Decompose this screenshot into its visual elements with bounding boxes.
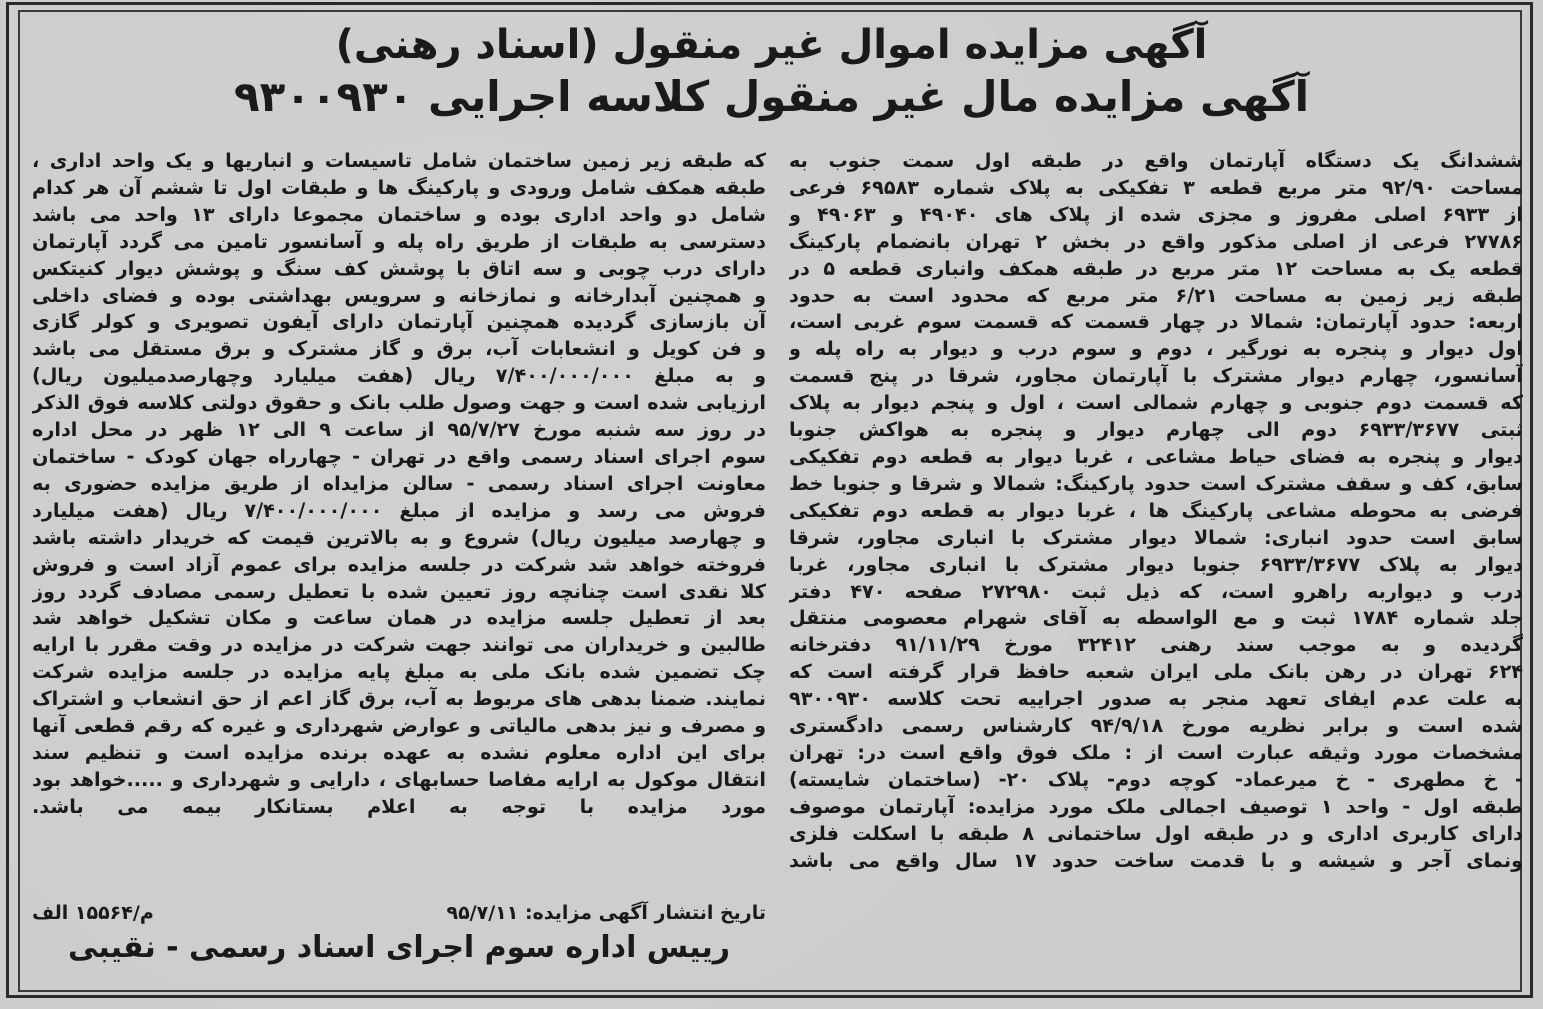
- headline-secondary: آگهی مزایده مال غیر منقول کلاسه اجرایی ۹۳۰۰۹۳۰: [233, 72, 1310, 121]
- body-line: قطعه یک به مساحت ۱۲ متر مربع در طبقه همکف وانباری قطعه ۵ در: [789, 256, 1523, 280]
- body-line: ۶۲۴ تهران در رهن بانک ملی ایران شعبه حافظ قرار گرفته است که: [789, 660, 1523, 684]
- publish-date: تاریخ انتشار آگهی مزایده: ۹۵/۷/۱۱: [446, 902, 766, 924]
- signature-line: رییس اداره سوم اجرای اسناد رسمی - نقیبی: [68, 930, 730, 965]
- body-line: به علت عدم ایفای تعهد منجر به صدور اجراییه تحت کلاسه ۹۳۰۰۹۳۰: [789, 687, 1523, 711]
- body-line: درب و دیواربه راهرو است، که ذیل ثبت ۲۷۲۹۸۰ صفحه ۴۷۰ دفتر: [789, 579, 1523, 603]
- body-line: فرضی به محوطه مشاعی پارکینگ ها ، غربا دیوار به قطعه دوم تفکیکی: [789, 498, 1523, 522]
- body-line: طبقه اول - واحد ۱ توصیف اجمالی ملک مورد مزایده: آپارتمان موصوف: [789, 794, 1523, 818]
- body-line: دیوار به پلاک ۶۹۳۳/۳۶۷۷ جنوبا دیوار مشترک با انباری مجاور، غربا: [789, 552, 1523, 576]
- body-line: دیوار و پنجره به فضای حیاط مشاعی ، غربا دیوار به قطعه دوم تفکیکی: [789, 444, 1523, 468]
- body-line: مساحت ۹۲/۹۰ متر مربع قطعه ۳ تفکیکی به پلاک شماره ۶۹۵۸۳ فرعی: [789, 175, 1523, 199]
- body-line: مورد مزایده با توجه به اعلام بستانکار بیمه می باشد.: [32, 794, 766, 818]
- body-line: و همچنین آبدارخانه و نمازخانه و سرویس بهداشتی بوده و فضای داخلی: [32, 283, 766, 307]
- body-line: اربعه: حدود آپارتمان: شمالا در چهار قسمت که قسمت سوم غربی است،: [789, 310, 1523, 334]
- body-line: که قسمت دوم جنوبی و چهارم شمالی است ، اول و پنجم دیوار به پلاک: [789, 391, 1523, 415]
- body-line: معاونت اجرای اسناد رسمی - سالن مزایداه از طریق مزایده حضوری به: [32, 471, 766, 495]
- body-line: سوم اجرای اسناد رسمی واقع در تهران - چهارراه جهان کودک - ساختمان: [32, 444, 766, 468]
- body-line: ششدانگ یک دستگاه آپارتمان واقع در طبقه اول سمت جنوب به: [789, 149, 1523, 172]
- body-line: دسترسی به طبقات از طریق راه پله و آسانسور تامین می گردد آپارتمان: [32, 229, 766, 253]
- body-line: و فن کویل و انشعابات آب، برق و گاز مشترک و برق مستقل می باشد: [32, 337, 766, 361]
- body-line: از ۶۹۳۳ اصلی مفروز و مجزی شده از پلاک های ۴۹۰۴۰ و ۴۹۰۶۳ و: [789, 202, 1523, 226]
- body-line: فروش می رسد و مزایده از مبلغ ۷/۴۰۰/۰۰۰/۰۰۰ ریال (هفت میلیارد: [32, 498, 766, 522]
- body-line: ونمای آجر و شیشه و با قدمت ساخت حدود ۱۷ سال واقع می باشد: [789, 848, 1523, 872]
- body-line: طبقه زیر زمین به مساحت ۶/۲۱ متر مربع که محدود است به حدود: [789, 283, 1523, 307]
- body-line: - خ مطهری - خ میرعماد- کوچه دوم- پلاک ۲۰- (ساختمان شایسته): [789, 767, 1523, 791]
- body-line: طبقه همکف شامل ورودی و پارکینگ ها و طبقات اول تا ششم آن هر کدام: [32, 175, 766, 199]
- body-line: شامل دو واحد اداری بوده و ساختمان مجموعا دارای ۱۳ واحد می باشد: [32, 202, 766, 226]
- reference-number: م/۱۵۵۶۴ الف: [32, 902, 154, 924]
- body-line: برای این اداره معلوم نشده به عهده برنده مزایده است و تنظیم سند: [32, 740, 766, 764]
- body-line: و چهارصد میلیون ریال) شروع و به بالاترین قیمت که خریدار داشته باشد: [32, 525, 766, 549]
- body-line: چک تضمین شده بانک ملی به مبلغ پایه مزایده در جلسه مزایده شرکت: [32, 660, 766, 684]
- body-line: ۲۷۷۸۶ فرعی از اصلی مذکور واقع در بخش ۲ تهران بانضمام پارکینگ: [789, 229, 1523, 253]
- body-line: مشخصات مورد وثیقه عبارت است از : ملک فوق واقع است در: تهران: [789, 740, 1523, 764]
- body-line: جلد شماره ۱۷۸۴ ثبت و مع الواسطه به آقای شهرام معصومی منتقل: [789, 606, 1523, 630]
- body-line: کلا نقدی است چنانچه روز تعیین شده با تعطیل رسمی مصادف گردد روز: [32, 579, 766, 603]
- body-line: شده است و برابر نظریه مورخ ۹۴/۹/۱۸ کارشناس رسمی دادگستری: [789, 714, 1523, 738]
- body-column-right: [789, 148, 1523, 938]
- body-line: انتقال موکول به ارایه مفاصا حسابهای ، دارایی و شهرداری و .....خواهد بود: [32, 767, 766, 791]
- body-line: دارای کاربری اداری و در طبقه اول ساختمانی ۸ طبقه با اسکلت فلزی: [789, 821, 1523, 845]
- body-line: دارای درب چوبی و سه اتاق با پوشش کف سنگ و پوشش دیوار کنیتکس: [32, 256, 766, 280]
- body-line: طالبین و خریداران می توانند جهت شرکت در مزایده در وقت مقرر با ارایه: [32, 633, 766, 657]
- body-line: ارزیابی شده است و جهت وصول طلب بانک و حقوق دولتی کلاسه فوق الذکر: [32, 391, 766, 415]
- body-line: فروخته خواهد شد شرکت در جلسه مزایده برای عموم آزاد است و فروش: [32, 552, 766, 576]
- body-line: بعد از تعطیل جلسه مزایده در همان ساعت و مکان تشکیل خواهد شد: [32, 606, 766, 630]
- body-line: اول دیوار و پنجره به نورگیر ، دوم و سوم درب و دیوار به راه پله و: [789, 337, 1523, 361]
- body-line: سابق است حدود انباری: شمالا دیوار مشترک با انباری مجاور، شرقا: [789, 525, 1523, 549]
- body-line: و به مبلغ ۷/۴۰۰/۰۰۰/۰۰۰ ریال (هفت میلیارد وچهارصدمیلیون ریال): [32, 364, 766, 388]
- body-line: در روز سه شنبه مورخ ۹۵/۷/۲۷ از ساعت ۹ الی ۱۲ ظهر در محل اداره: [32, 418, 766, 442]
- body-line: نمایند. ضمنا بدهی های مربوط به آب، برق گاز اعم از حق انشعاب و اشتراک: [32, 687, 766, 711]
- body-line: و مصرف و نیز بدهی مالیاتی و عوارض شهرداری و غیره که رقم قطعی آنها: [32, 714, 766, 738]
- body-line: آن بازسازی گردیده همچنین آپارتمان دارای آیفون تصویری و کولر گازی: [32, 310, 766, 334]
- body-line: که طبقه زیر زمین ساختمان شامل تاسیسات و انباریها و یک واحد اداری ،: [32, 149, 766, 172]
- body-line: سابق، کف و سقف مشترک است حدود پارکینگ: شمالا و شرقا و جنوبا خط: [789, 471, 1523, 495]
- body-line: ثبتی ۶۹۳۳/۳۶۷۷ دوم الی چهارم دیوار و پنجره به هواکش جنوبا: [789, 418, 1523, 442]
- body-column-left: [32, 148, 766, 938]
- headline-primary: آگهی مزایده اموال غیر منقول (اسناد رهنی): [335, 22, 1208, 68]
- body-line: گردیده و به موجب سند رهنی ۳۲۴۱۲ مورخ ۹۱/۱۱/۲۹ دفترخانه: [789, 633, 1523, 657]
- body-line: آسانسور، چهارم دیوار مشترک با آپارتمان مجاور، شرقا در پنج قسمت: [789, 364, 1523, 388]
